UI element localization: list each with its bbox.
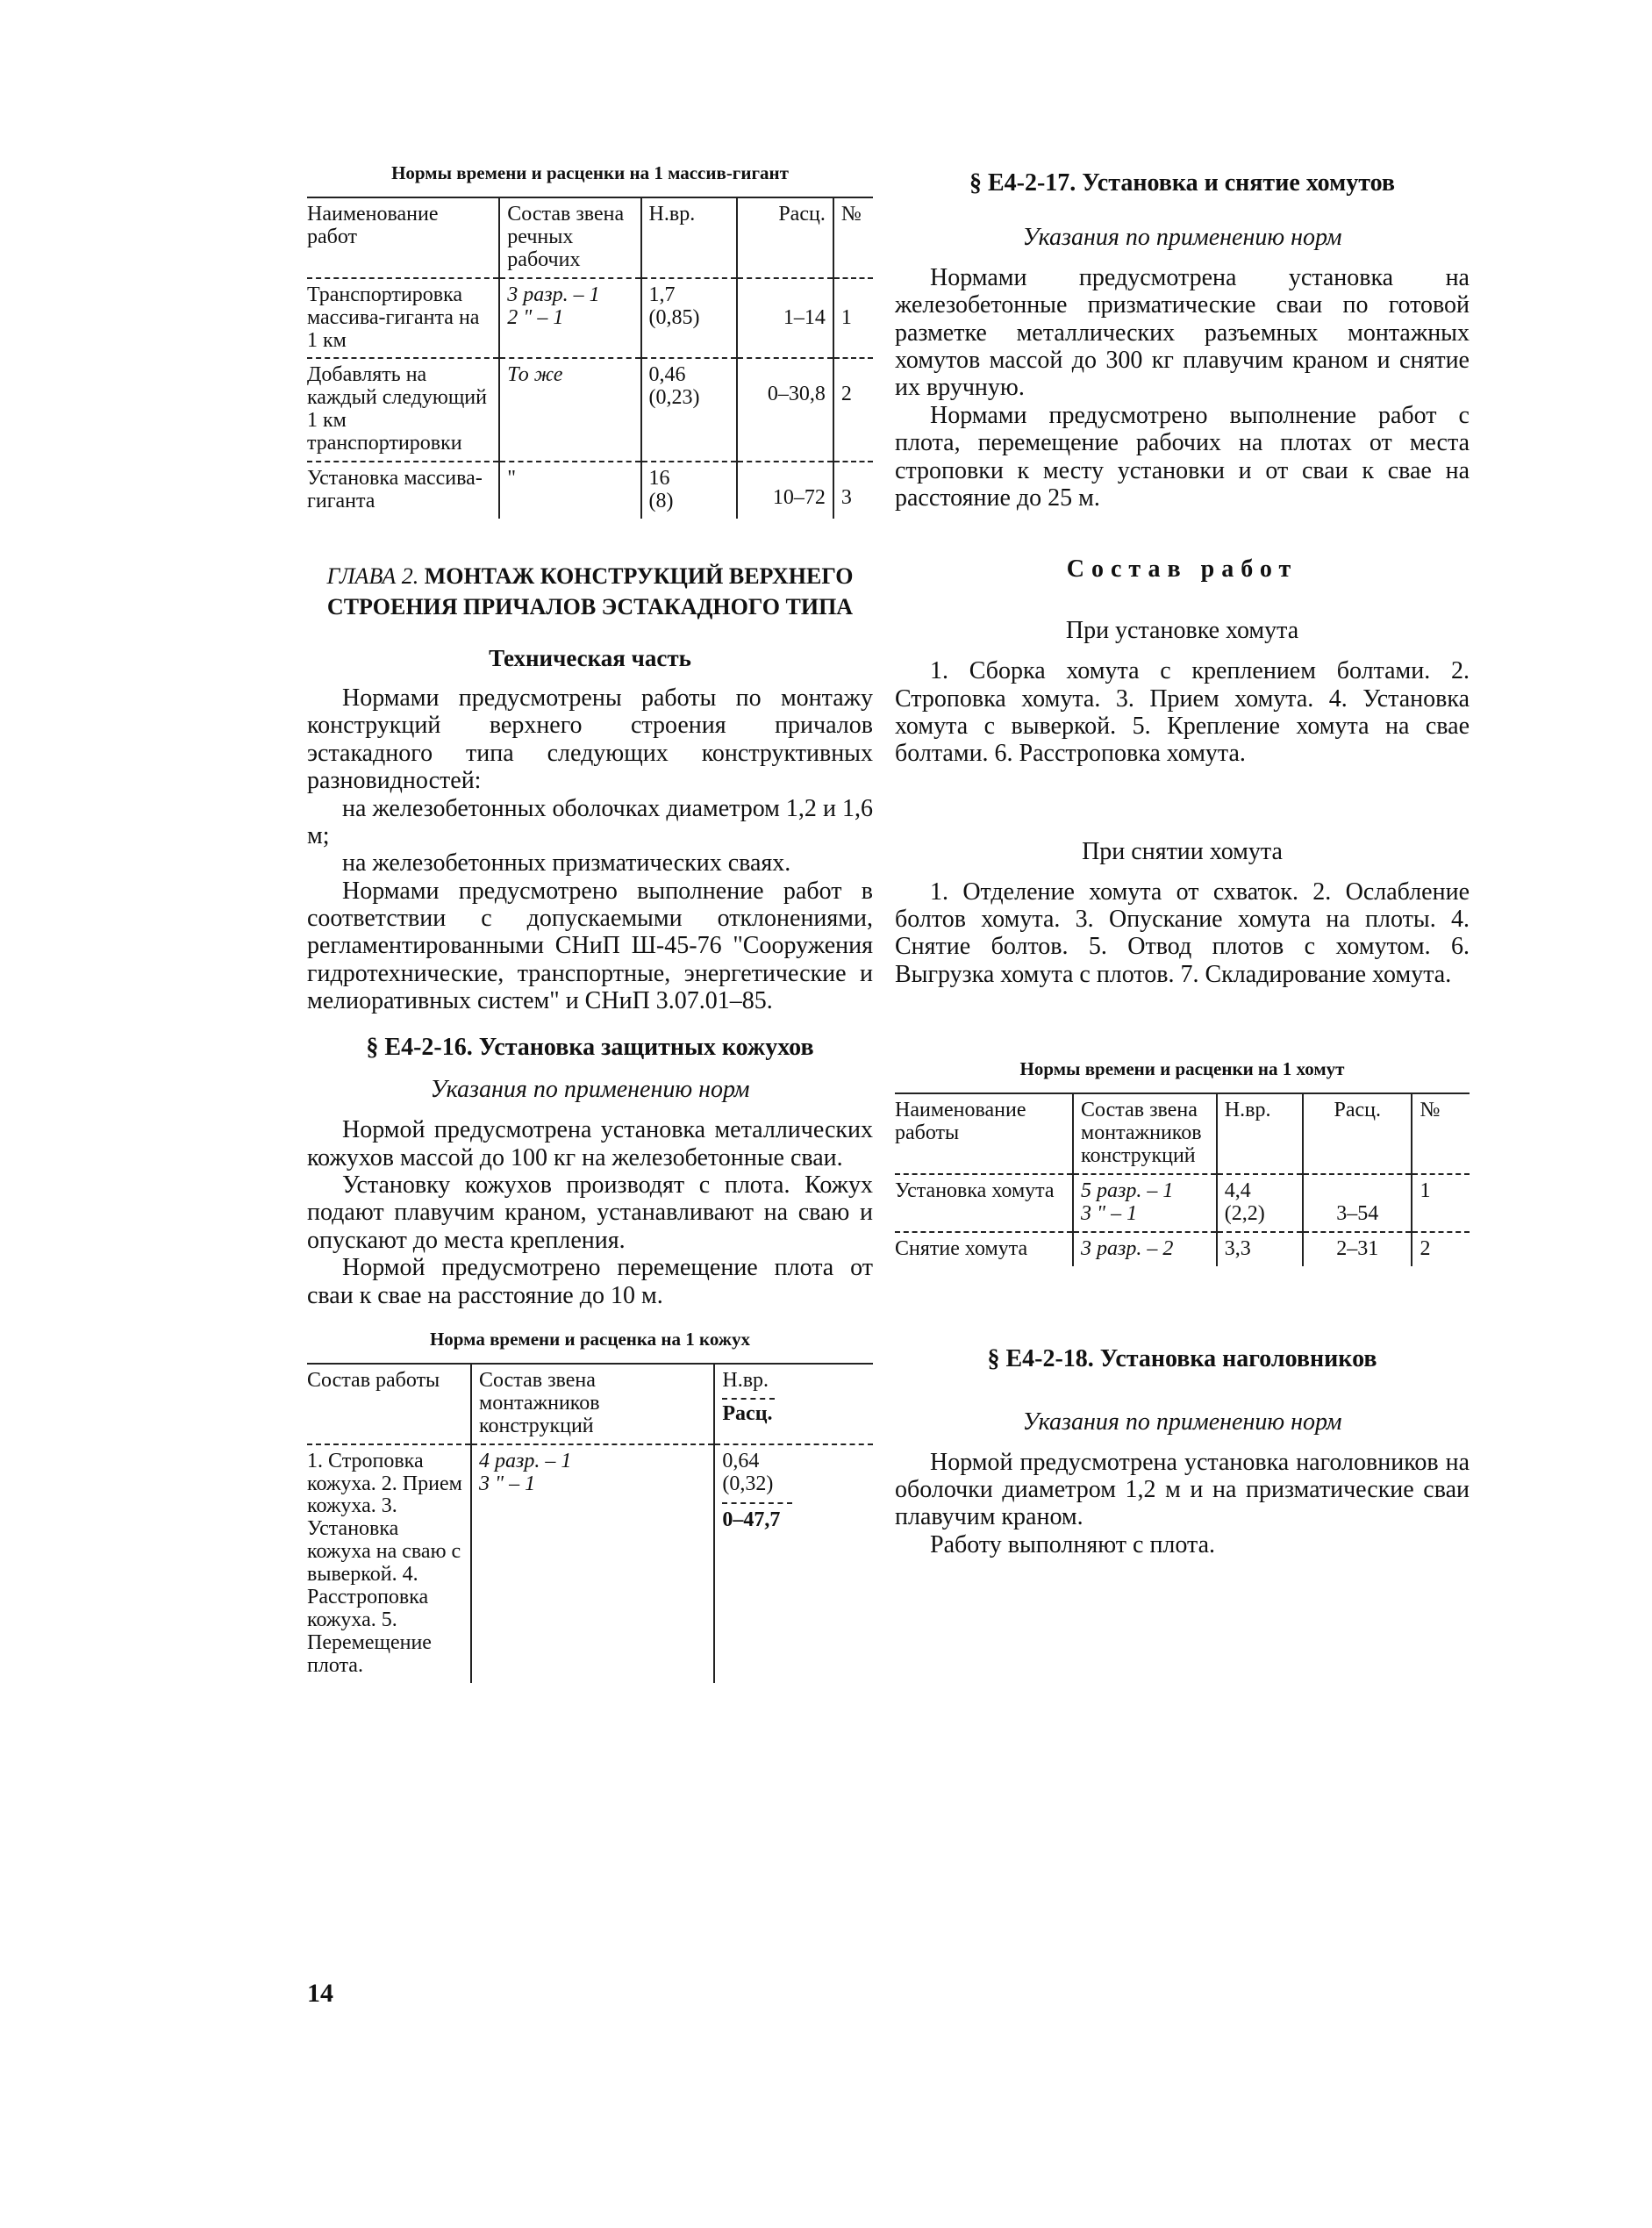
table2-cell-work: 1. Строповка кожуха. 2. Прием кожуха. 3. Установка кожуха на сваю с выверкой. 4. Расстроповка кожуха. 5. Перемещение плота. bbox=[307, 1444, 471, 1683]
table1-cell-name: Транспортировка массива-гиганта на 1 км bbox=[307, 278, 499, 359]
table1-header-nvr: Н.вр. bbox=[641, 197, 738, 278]
tech-paragraph-1: Нормами предусмотрены работы по монтажу конструкций верхнего строения причалов эстакадного типа следующих конструктивных разновидностей: bbox=[307, 684, 873, 795]
table1-header-row bbox=[307, 197, 873, 278]
table3-cell-nvr: 3,3 bbox=[1217, 1232, 1303, 1266]
table2-kozhuh bbox=[307, 1363, 873, 1683]
table2-cell-rasc: 0–47,7 bbox=[722, 1502, 792, 1532]
table2-header-work: Состав работы bbox=[307, 1364, 471, 1444]
table1-cell-num: 3 bbox=[833, 462, 873, 519]
table2-header-rasc: Расц. bbox=[722, 1398, 775, 1426]
table3-cell-nvr: 4,4 (2,2) bbox=[1217, 1174, 1303, 1232]
table3-cell-crew: 5 разр. – 1 3 " – 1 bbox=[1073, 1174, 1217, 1232]
table1-cell-rasc: 1–14 bbox=[737, 278, 833, 359]
table2-cell-nvr: 0,64 (0,32) bbox=[722, 1449, 774, 1495]
table1-cell-rasc: 10–72 bbox=[737, 462, 833, 519]
table2-caption: Норма времени и расценка на 1 кожух bbox=[429, 1328, 751, 1350]
table3-cell-rasc: 3–54 bbox=[1303, 1174, 1412, 1232]
table-row bbox=[895, 1232, 1470, 1266]
table-row bbox=[895, 1174, 1470, 1232]
table1-cell-name: Установка массива-гиганта bbox=[307, 462, 499, 519]
table-row bbox=[307, 1444, 873, 1683]
section-e4-2-18-paragraph-1: Нормой предусмотрена установка наголовников на оболочки диаметром 1,2 м и на призматические сваи плавучим краном. bbox=[895, 1448, 1470, 1531]
table2-cell-crew: 4 разр. – 1 3 " – 1 bbox=[471, 1444, 714, 1683]
section-e4-2-16-subtitle: Указания по применению норм bbox=[430, 1076, 750, 1104]
install-steps: 1. Сборка хомута с креплением болтами. 2. Строповка хомута. 3. Прием хомута. 4. Установка хомута с выверкой. 5. Крепление хомута на свае болтами. 6. Расстроповка хомута. bbox=[895, 657, 1470, 768]
table1-cell-nvr: 1,7 (0,85) bbox=[641, 278, 738, 359]
table3-header-row bbox=[895, 1093, 1470, 1174]
chapter-name: МОНТАЖ КОНСТРУКЦИЙ ВЕРХНЕГО СТРОЕНИЯ ПРИЧАЛОВ ЭСТАКАДНОГО ТИПА bbox=[326, 562, 854, 620]
table1-massive bbox=[307, 197, 873, 519]
table3-cell-num: 1 bbox=[1412, 1174, 1470, 1232]
section-e4-2-16-paragraph-2: Установку кожухов производят с плота. Кожух подают плавучим краном, устанавливают на сваю и опускают до места крепления. bbox=[307, 1171, 873, 1254]
table1-caption: Нормы времени и расценки на 1 массив-гигант bbox=[391, 162, 789, 183]
table3-homut bbox=[895, 1093, 1470, 1266]
table-row bbox=[307, 462, 873, 519]
section-e4-2-17-paragraph-1: Нормами предусмотрена установка на железобетонные призматические сваи по готовой разметке металлических разъемных монтажных хомутов массой до 300 кг плавучим краном и снятие их вручную. bbox=[895, 264, 1470, 402]
section-e4-2-17-subtitle: Указания по применению норм bbox=[1022, 224, 1342, 251]
section-e4-2-18-subtitle: Указания по применению норм bbox=[1022, 1408, 1342, 1436]
section-e4-2-16-title: § Е4-2-16. Установка защитных кожухов bbox=[366, 1034, 814, 1062]
section-e4-2-17-paragraph-2: Нормами предусмотрено выполнение работ с плота, перемещение рабочих на плотах от места строповки к месту установки и от сваи к свае на расстояние до 25 м. bbox=[895, 401, 1470, 512]
table1-cell-name: Добавлять на каждый следующий 1 км транспортировки bbox=[307, 358, 499, 462]
table1-cell-nvr: 0,46 (0,23) bbox=[641, 358, 738, 462]
left-column bbox=[307, 162, 873, 1683]
table2-cell-nvr-rasc bbox=[714, 1444, 873, 1683]
section-e4-2-16-paragraph-1: Нормой предусмотрена установка металлических кожухов массой до 100 кг на железобетонные сваи. bbox=[307, 1116, 873, 1171]
table2-header-nvr-rasc bbox=[714, 1364, 873, 1444]
table2-header-nvr: Н.вр. bbox=[722, 1368, 769, 1392]
section-e4-2-16-paragraph-3: Нормой предусмотрено перемещение плота от сваи к свае на расстояние до 10 м. bbox=[307, 1254, 873, 1309]
table1-header-name: Наименование работ bbox=[307, 197, 499, 278]
table3-cell-name: Снятие хомута bbox=[895, 1232, 1073, 1266]
work-composition-heading: Состав работ bbox=[1066, 555, 1298, 584]
tech-paragraph-3: на железобетонных призматических сваях. bbox=[342, 849, 791, 878]
table3-cell-crew: 3 разр. – 2 bbox=[1073, 1232, 1217, 1266]
tech-part-heading: Техническая часть bbox=[489, 645, 691, 672]
table1-cell-rasc: 0–30,8 bbox=[737, 358, 833, 462]
install-heading: При установке хомута bbox=[1065, 617, 1299, 645]
table1-cell-crew: " bbox=[499, 462, 640, 519]
tech-paragraph-4: Нормами предусмотрено выполнение работ в соответствии с допускаемыми отклонениями, регламентированными СНиП Ш-45-76 "Сооружения гидротехнические, транспортные, энергетические и мелиоративных систем" и СНиП 3.07.01–85. bbox=[307, 877, 873, 1015]
table1-cell-nvr: 16 (8) bbox=[641, 462, 738, 519]
table2-header-row bbox=[307, 1364, 873, 1444]
table-row bbox=[307, 278, 873, 359]
table3-cell-rasc: 2–31 bbox=[1303, 1232, 1412, 1266]
section-e4-2-18-title: § Е4-2-18. Установка наголовников bbox=[987, 1344, 1377, 1372]
table2-header-crew: Состав звена монтажников конструкций bbox=[471, 1364, 714, 1444]
table3-header-name: Наименование работы bbox=[895, 1093, 1073, 1174]
right-column bbox=[895, 162, 1470, 1558]
table3-header-rasc: Расц. bbox=[1303, 1093, 1412, 1174]
table1-header-num: № bbox=[833, 197, 873, 278]
tech-paragraph-2: на железобетонных оболочках диаметром 1,2 и 1,6 м; bbox=[307, 794, 873, 849]
section-e4-2-18-paragraph-2: Работу выполняют с плота. bbox=[930, 1530, 1216, 1558]
table1-cell-num: 2 bbox=[833, 358, 873, 462]
chapter-label: ГЛАВА 2. bbox=[326, 562, 419, 589]
table3-header-crew: Состав звена монтажников конструкций bbox=[1073, 1093, 1217, 1174]
chapter-title bbox=[307, 561, 873, 622]
remove-heading: При снятии хомута bbox=[1082, 837, 1283, 865]
table3-header-nvr: Н.вр. bbox=[1217, 1093, 1303, 1174]
table1-header-crew: Состав звена речных рабочих bbox=[499, 197, 640, 278]
table-row bbox=[307, 358, 873, 462]
page-number: 14 bbox=[307, 1979, 333, 2008]
table3-cell-name: Установка хомута bbox=[895, 1174, 1073, 1232]
table1-cell-crew: 3 разр. – 1 2 " – 1 bbox=[499, 278, 640, 359]
section-e4-2-17-title: § Е4-2-17. Установка и снятие хомутов bbox=[969, 169, 1396, 197]
table1-cell-crew: То же bbox=[499, 358, 640, 462]
table3-cell-num: 2 bbox=[1412, 1232, 1470, 1266]
remove-steps: 1. Отделение хомута от схваток. 2. Ослабление болтов хомута. 3. Опускание хомута на плоты. 4. Снятие болтов. 5. Отвод плотов с хомутом. 6. Выгрузка хомута с плотов. 7. Складирование хомута. bbox=[895, 878, 1470, 988]
table1-header-rasc: Расц. bbox=[737, 197, 833, 278]
table3-caption: Нормы времени и расценки на 1 хомут bbox=[1019, 1058, 1345, 1080]
table3-header-num: № bbox=[1412, 1093, 1470, 1174]
table1-cell-num: 1 bbox=[833, 278, 873, 359]
